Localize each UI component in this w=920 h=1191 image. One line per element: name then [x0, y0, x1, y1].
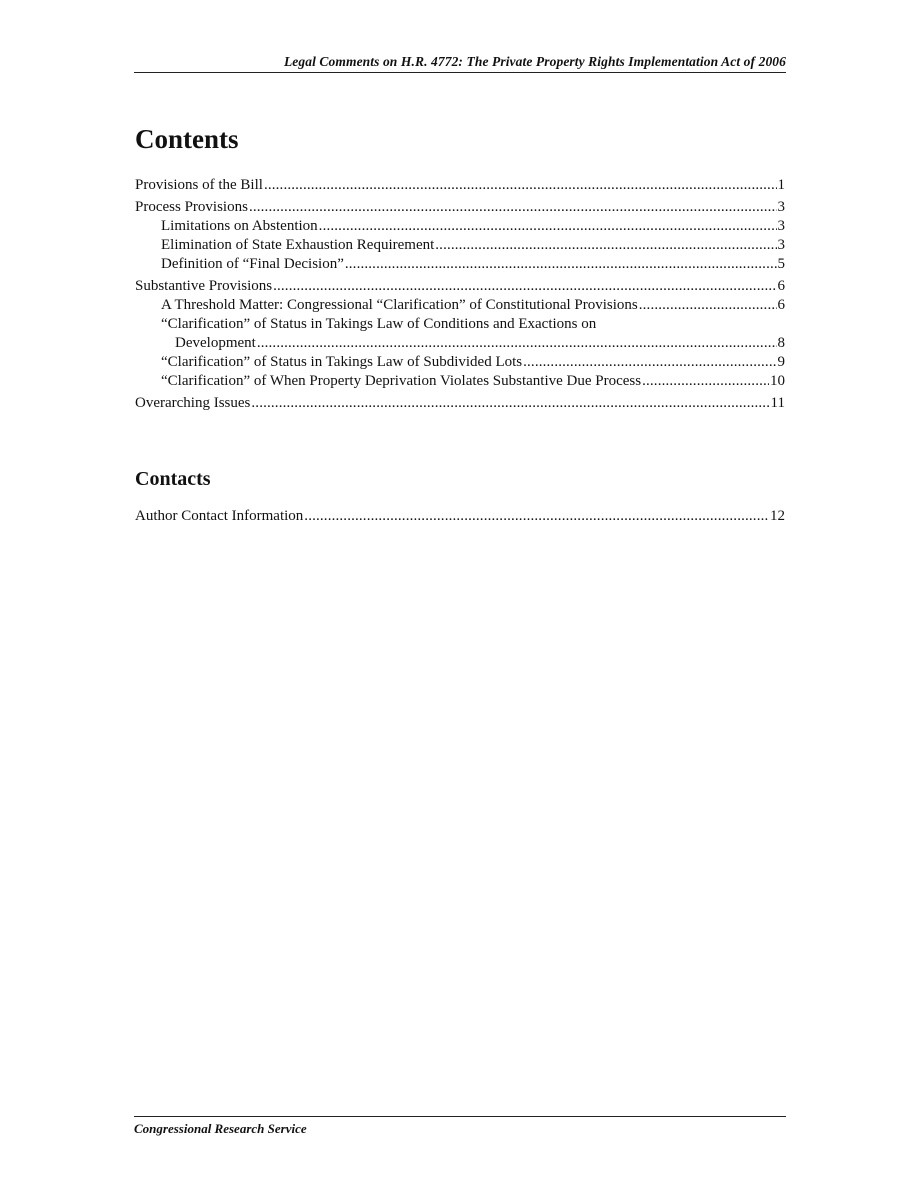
toc-entry-label: Development	[175, 335, 256, 351]
toc-entry-label: “Clarification” of When Property Deprivation Violates Substantive Due Process	[161, 373, 642, 389]
toc-entry-label: Limitations on Abstention	[161, 218, 318, 234]
dot-leader	[304, 507, 769, 526]
toc-entry-label: A Threshold Matter: Congressional “Clarification” of Constitutional Provisions	[161, 297, 638, 313]
toc-entry-page: 3	[777, 199, 785, 215]
toc-entry-label: Elimination of State Exhaustion Requirement	[161, 237, 435, 253]
toc-entry-label: Process Provisions	[135, 199, 248, 215]
contacts-title: Contacts	[135, 468, 211, 490]
dot-leader	[523, 353, 776, 372]
toc-entry[interactable]	[135, 296, 785, 315]
toc-entry-label: Substantive Provisions	[135, 278, 273, 294]
toc-entry-label: Overarching Issues	[135, 395, 251, 411]
toc-entry[interactable]	[135, 176, 785, 195]
toc-entry-label: “Clarification” of Status in Takings Law of Subdivided Lots	[161, 354, 523, 370]
toc-entry[interactable]	[135, 236, 785, 255]
running-header: Legal Comments on H.R. 4772: The Private Property Rights Implementation Act of 2006	[134, 54, 786, 73]
toc-entry-page: 11	[770, 395, 785, 411]
dot-leader	[435, 236, 776, 255]
toc-entry-page: 5	[777, 256, 785, 272]
toc-entry-label: Provisions of the Bill	[135, 177, 263, 193]
toc-entry-label: Author Contact Information	[135, 508, 304, 524]
dot-leader	[639, 296, 777, 315]
dot-leader	[257, 334, 777, 353]
toc-entry[interactable]	[135, 507, 785, 526]
dot-leader	[319, 217, 777, 236]
toc-entry-continuation[interactable]	[135, 334, 785, 353]
toc-entry[interactable]	[135, 353, 785, 372]
toc-entry-page: 6	[777, 278, 785, 294]
toc-entry-page: 10	[770, 373, 785, 389]
toc-entry-page: 12	[770, 508, 785, 524]
toc-entry-label-line1: “Clarification” of Status in Takings Law of Conditions and Exactions on	[161, 316, 597, 332]
contacts-list	[135, 507, 785, 526]
toc-entry-label: Definition of “Final Decision”	[161, 256, 344, 272]
dot-leader	[345, 255, 777, 274]
dot-leader	[249, 198, 777, 217]
dot-leader	[264, 176, 777, 195]
toc-entry-page: 9	[777, 354, 785, 370]
toc-entry-wrapped[interactable]	[135, 315, 785, 334]
toc-entry[interactable]	[135, 372, 785, 391]
toc-entry-page: 3	[777, 237, 785, 253]
dot-leader	[251, 394, 769, 413]
toc-entry[interactable]	[135, 217, 785, 236]
toc-entry[interactable]	[135, 277, 785, 296]
toc-entry[interactable]	[135, 255, 785, 274]
toc-entry-page: 8	[777, 335, 785, 351]
toc-entry-page: 3	[777, 218, 785, 234]
toc-entry[interactable]	[135, 198, 785, 217]
page-footer: Congressional Research Service	[134, 1116, 786, 1137]
table-of-contents	[135, 176, 785, 413]
toc-entry-page: 1	[777, 177, 785, 193]
toc-entry[interactable]	[135, 394, 785, 413]
toc-entry-page: 6	[777, 297, 785, 313]
dot-leader	[273, 277, 776, 296]
dot-leader	[642, 372, 769, 391]
contents-title: Contents	[135, 124, 239, 154]
